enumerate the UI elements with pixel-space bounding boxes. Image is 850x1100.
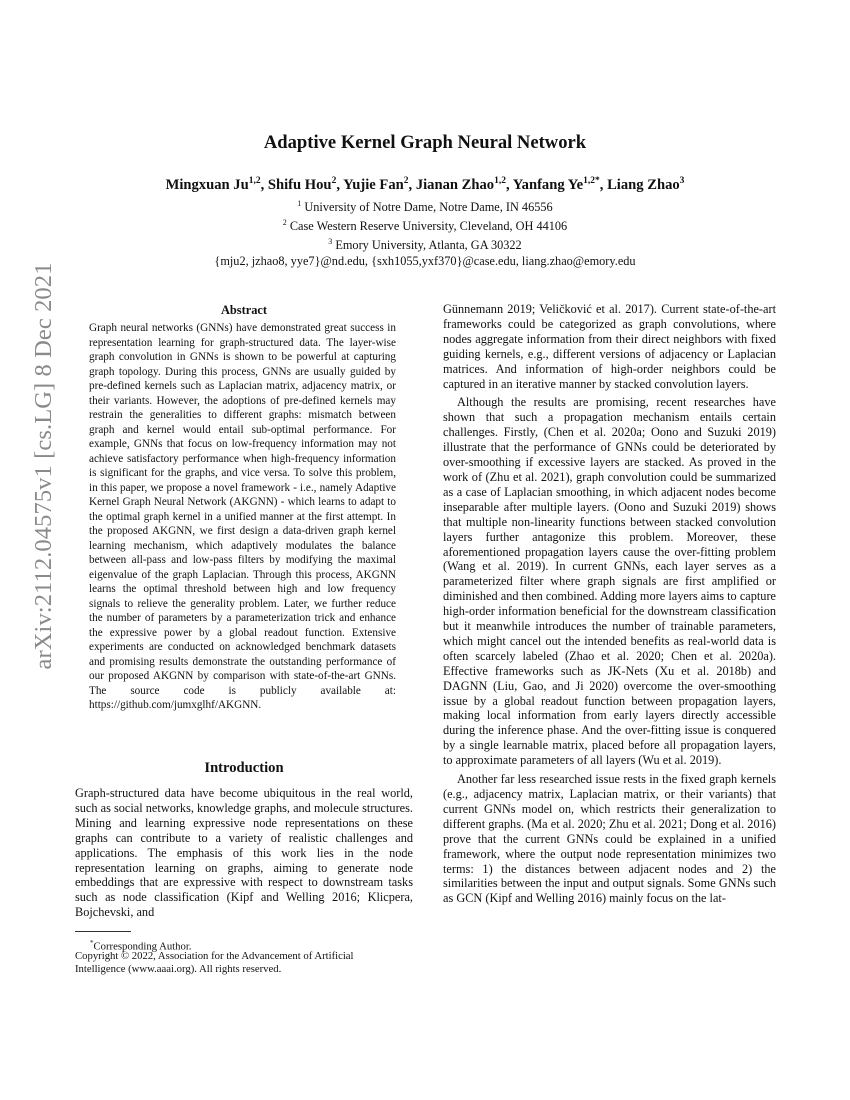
abstract-body: Graph neural networks (GNNs) have demonstrated great success in representation learning for graph-structured data. The layer-wise graph convolution in GNNs is shown to be powerful at capturing graph topology. During this process, GNNs are usually guided by pre-defined kernels such as Laplacian matrix, adjacency matrix, or their variants. However, the adoptions of pre-defined kernels may restrain the generalities to different graphs: mismatch between graph and kernel would entail sub-optimal performance. For example, GNNs that focus on low-frequency information may not achieve satisfactory performance when high-frequency information is significant for the graphs, and vice versa. To solve this problem, in this paper, we propose a novel framework - i.e., namely Adaptive Kernel Graph Neural Network (AKGNN) - which learns to adapt to the optimal graph kernel in a unified manner at the first attempt. In the proposed AKGNN, we first design a data-driven graph kernel learning mechanism, which adaptively modulates the balance between all-pass and low-pass filters by modifying the maximal eigenvalue of the graph Laplacian. Through this process, AKGNN learns the optimal threshold between high and low frequency signals to relieve the generality problem. Later, we further reduce the number of parameters by a parameterization trick and enhance the expressive power by a global readout function. Extensive experiments are conducted on acknowledged benchmark datasets and promising results demonstrate the outstanding performance of our proposed AKGNN by comparison with state-of-the-art GNNs. The source code is publicly available at: https://github.com/jumxglhf/AKGNN. [89,322,396,711]
author-affiliation-mark: 2 [331,176,337,186]
introduction-body [75,786,413,920]
affiliation-2: $^2$ Case Western Reserve University, Cleveland, OH 44106 [282,218,568,234]
author-affiliation-mark: 3 [679,176,685,186]
affiliations [0,196,850,269]
author-affiliation-mark: 1,2 [494,176,506,186]
abstract-heading: Abstract [220,303,268,317]
author-name: Liang Zhao [607,176,680,193]
footnote-rule [75,931,131,932]
author-name: Yanfang Ye [512,176,584,193]
introduction-heading: Introduction [204,760,284,776]
author-name: Jianan Zhao [415,176,495,193]
affiliation-3: $^3$ Emory University, Atlanta, GA 30322 [328,237,522,253]
intro-paragraph: Graph-structured data have become ubiquitous in the real world, such as social networks, knowledge graphs, and molecule structures. Mining and learning expressive node representations on these graphs can contribute to a variety of realistic challenges and applications. The emphasis of this work lies in the node representation learning on graphs, aiming to generate node embeddings that are expressive with respect to downstream tasks such as node classification (Kipf and Welling 2016; Klicpera, Bojchevski, and [75,786,413,920]
arxiv-identifier [19,262,69,670]
author-list: Mingxuan Ju$^{1,2}$, Shifu Hou$^2$, Yujie Fan$^2$, Jianan Zhao$^{1,2}$, Yanfang $Ye^{1,2*}$, Liang Zhao$^3$ [165,176,685,193]
right-column [443,302,776,910]
right-paragraph-3: Another far less researched issue rests in the fixed graph kernels (e.g., adjacency matrix, Laplacian matrix, or their variants) that current GNNs model on, which restricts their generalization to different graphs. (Ma et al. 2020; Zhu et al. 2021; Dong et al. 2016) prove that the current GNNs could be explained in a unified framework, where the output node representation minimizes two terms: 1) the distances between adjacent nodes and 2) the similarities between the input and output signals. Some GNNs such as GCN (Kipf and Welling 2016) mainly focus on the lat- [443,772,776,906]
affiliation-1: $^1$ University of Notre Dame, Notre Dame, IN 46556 [297,199,553,215]
author-affiliation-mark: 2 [403,176,409,186]
author-name: Mingxuan Ju [165,176,249,193]
footnote-corresponding: *Corresponding Author. [90,939,192,953]
author-name: Yujie Fan [343,176,404,193]
paper-title: Adaptive Kernel Graph Neural Network [263,132,587,153]
right-paragraph-2: Although the results are promising, recent researches have shown that such a propagation mechanism entails certain challenges. Firstly, (Chen et al. 2020a; Oono and Suzuki 2019) illustrate that the performance of GNNs could be deteriorated by over-smoothing if excessive layers are stacked. As proved in the work of (Zhu et al. 2021), graph convolution could be summarized as a case of Laplacian smoothing, in which adjacent nodes become inseparable after multiple layers. (Oono and Suzuki 2019) shows that multiple non-linearity functions between stacked convolution layers further antagonize this problem. Moreover, these aforementioned propagation layers cause the over-fitting problem (Wang et al. 2019). In current GNNs, each layer serves as a parameterized filter where graph signals are first amplified or diminished and then combined. Adding more layers aims to capture high-order information beneficial for the downstream classification but it meanwhile introduces the number of trainable parameters, which might cancel out the intended benefits as real-world data is often scarcely labeled (Zhao et al. 2020; Chen et al. 2020a). Effective frameworks such as JK-Nets (Xu et al. 2018b) and DAGNN (Liu, Gao, and Ji 2020) overcome the over-smoothing issue by a global readout function between propagation layers, making local information from early layers directly accessible during the inference phase. And the over-fitting issue is conquered by a single learnable matrix, placed before all propagation layers, to approximate parameters of all layers (Wu et al. 2019). [443,395,776,768]
arxiv-identifier-text: arXiv:2112.04575v1 [cs.LG] 8 Dec 2021 [30,262,57,670]
author-emails: {mju2, jzhao8, yye7}@nd.edu, {sxh1055,yxf370}@case.edu, liang.zhao@emory.edu [214,254,636,269]
footnote-copyright: Copyright © 2022, Association for the Advancement of Artificial Intelligence (www.aaai.org). All rights reserved. [75,950,354,976]
right-paragraph-1: Günnemann 2019; Veličković et al. 2017). Current state-of-the-art frameworks could be categorized as graph convolutions, where nodes aggregate information from their direct neighbors with fixed guiding kernels, e.g., different versions of adjacency or Laplacian matrices. And information of high-order neighbors could be captured in an iterative manner by stacked convolution layers. [443,302,776,391]
author-affiliation-mark: 1,2* [583,176,600,186]
author-name: Shifu Hou [267,176,332,193]
author-affiliation-mark: 1,2 [248,176,261,186]
